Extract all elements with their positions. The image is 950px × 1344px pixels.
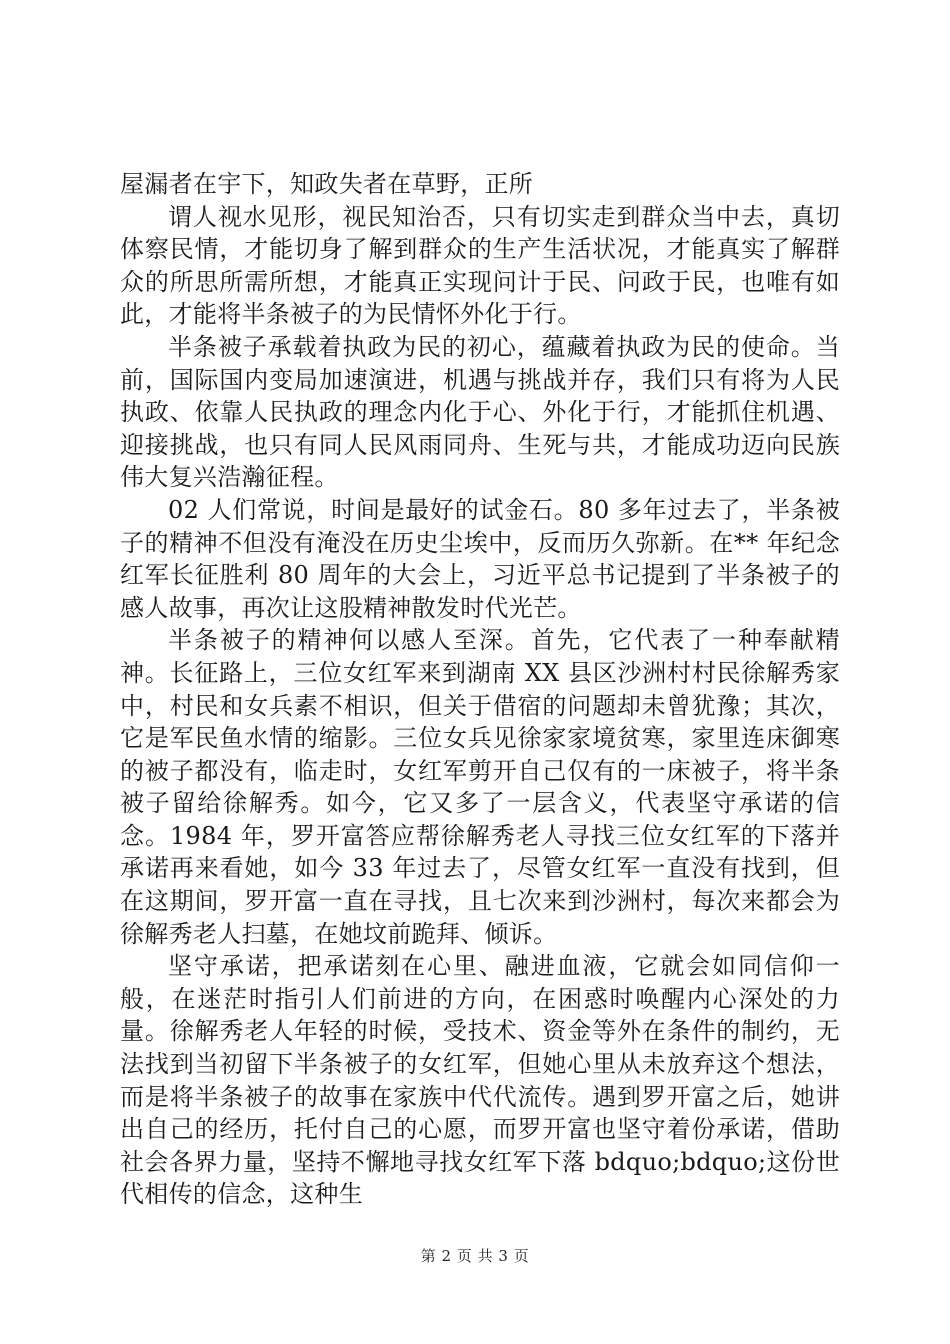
paragraph: 坚守承诺，把承诺刻在心里、融进血液，它就会如同信仰一般，在迷茫时指引人们前进的方向，在困惑时唤醒内心深处的力量。徐解秀老人年轻的时候，受技术、资金等外在条件的制约，无法找到当初留下半条被子的女红军，但她心里从未放弃这个想法，而是将半条被子的故事在家族中代代流传。遇到罗开富之后，她讲出自己的经历，托付自己的心愿，而罗开富也坚守着份承诺，借助社会各界力量，坚持不懈地寻找女红军下落 bdquo;bdquo;这份世代相传的信念，这种生 (120, 952, 840, 1209)
page-number-footer: 第 2 页 共 3 页 (420, 1247, 530, 1265)
document-body (120, 168, 840, 1211)
paragraph: 02 人们常说，时间是最好的试金石。80 多年过去了，半条被子的精神不但没有淹没在历史尘埃中，反而历久弥新。在** 年纪念红军长征胜利 80 周年的大会上，习近平总书记提到了半条被子的感人故事，再次让这股精神散发时代光芒。 (120, 495, 840, 622)
paragraph: 屋漏者在宇下，知政失者在草野，正所 (120, 170, 534, 198)
paragraph: 谓人视水见形，视民知治否，只有切实走到群众当中去，真切体察民情，才能切身了解到群众的生产生活状况，才能真实了解群众的所思所需所想，才能真正实现问计于民、问政于民，也唯有如此，才能将半条被子的为民情怀外化于行。 (120, 202, 840, 329)
paragraph: 半条被子承载着执政为民的初心，蕴藏着执政为民的使命。当前，国际国内变局加速演进，机遇与挑战并存，我们只有将为人民执政、依靠人民执政的理念内化于心、外化于行，才能抓住机遇、迎接挑战，也只有同人民风雨同舟、生死与共，才能成功迈向民族伟大复兴浩瀚征程。 (120, 332, 840, 492)
paragraph: 半条被子的精神何以感人至深。首先，它代表了一种奉献精神。长征路上，三位女红军来到湖南 XX 县区沙洲村村民徐解秀家中，村民和女兵素不相识，但关于借宿的问题却未曾犹豫；其次，它是军民鱼水情的缩影。三位女兵见徐家家境贫寒，家里连床御寒的被子都没有，临走时，女红军剪开自己仅有的一床被子，将半条被子留给徐解秀。如今，它又多了一层含义，代表坚守承诺的信念。1984 年，罗开富答应帮徐解秀老人寻找三位女红军的下落并承诺再来看她，如今 33 年过去了，尽管女红军一直没有找到，但在这期间，罗开富一直在寻找，且七次来到沙洲村，每次来都会为徐解秀老人扫墓，在她坟前跪拜、倾诉。 (120, 626, 840, 948)
